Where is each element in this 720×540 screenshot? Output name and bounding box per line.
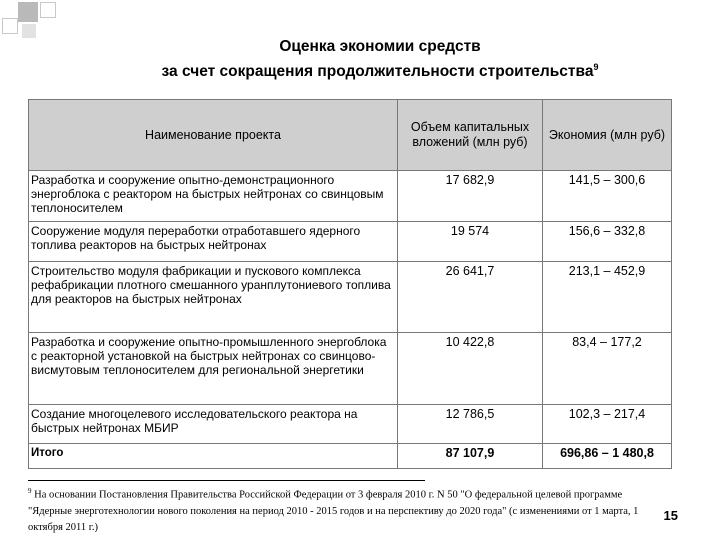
page-title [60,36,700,82]
row-savings: 213,1 – 452,9 [543,262,672,333]
title-line-2-text: за счет сокращения продолжительности строительства [161,63,594,81]
row-investment: 10 422,8 [398,333,543,405]
row-investment: 17 682,9 [398,171,543,222]
table-row [29,333,672,405]
row-investment: 19 574 [398,222,543,262]
footnote-divider [28,480,425,481]
projects-table [28,99,672,469]
row-savings: 141,5 – 300,6 [543,171,672,222]
total-label: Итого [29,444,398,469]
row-project-name: Создание многоцелевого исследовательского реактора на быстрых нейтронах МБИР [29,405,398,444]
title-line-2 [60,57,700,82]
footnote-text: На основании Постановления Правительства Российской Федерации от 3 февраля 2010 г. N 50 "О федеральной целевой программе "Ядерные энерготехнологии нового поколения на период 2010 - 2015 годов и на перспективу до 2020 года" (с изменениями от 1 марта, 1 октября 2011 г.) [28,489,639,533]
row-investment: 12 786,5 [398,405,543,444]
corner-square-decoration [22,24,36,38]
row-investment: 26 641,7 [398,262,543,333]
row-project-name: Строительство модуля фабрикации и пускового комплекса рефабрикации плотного смешанного уранплутониевого топлива для реакторов на быстрых нейтронах [29,262,398,333]
corner-square-decoration [18,2,38,22]
title-footnote-mark: 9 [593,62,599,72]
header-project-name: Наименование проекта [29,100,398,171]
row-savings: 156,6 – 332,8 [543,222,672,262]
table-row [29,405,672,444]
table-row [29,171,672,222]
total-investment: 87 107,9 [398,444,543,469]
corner-square-decoration [2,18,18,34]
title-line-1: Оценка экономии средств [279,38,481,55]
row-savings: 83,4 – 177,2 [543,333,672,405]
footnote-mark: 9 [28,487,32,495]
total-savings: 696,86 – 1 480,8 [543,444,672,469]
row-project-name: Разработка и сооружение опытно-промышленного энергоблока с реакторной установкой на быстрых нейтронах со свинцово-висмутовым теплоносителем для региональной энергетики [29,333,398,405]
header-savings: Экономия (млн руб) [543,100,672,171]
row-project-name: Разработка и сооружение опытно-демонстрационного энергоблока с реактором на быстрых нейтронах со свинцовым теплоносителем [29,171,398,222]
corner-square-decoration [40,2,56,18]
page-number: 15 [663,508,678,523]
table-row [29,222,672,262]
table-total-row [29,444,672,469]
footnote [28,483,648,536]
row-savings: 102,3 – 217,4 [543,405,672,444]
row-project-name: Сооружение модуля переработки отработавшего ядерного топлива реакторов на быстрых нейтронах [29,222,398,262]
table-header-row [29,100,672,171]
table-row [29,262,672,333]
header-investment: Объем капитальных вложений (млн руб) [398,100,543,171]
